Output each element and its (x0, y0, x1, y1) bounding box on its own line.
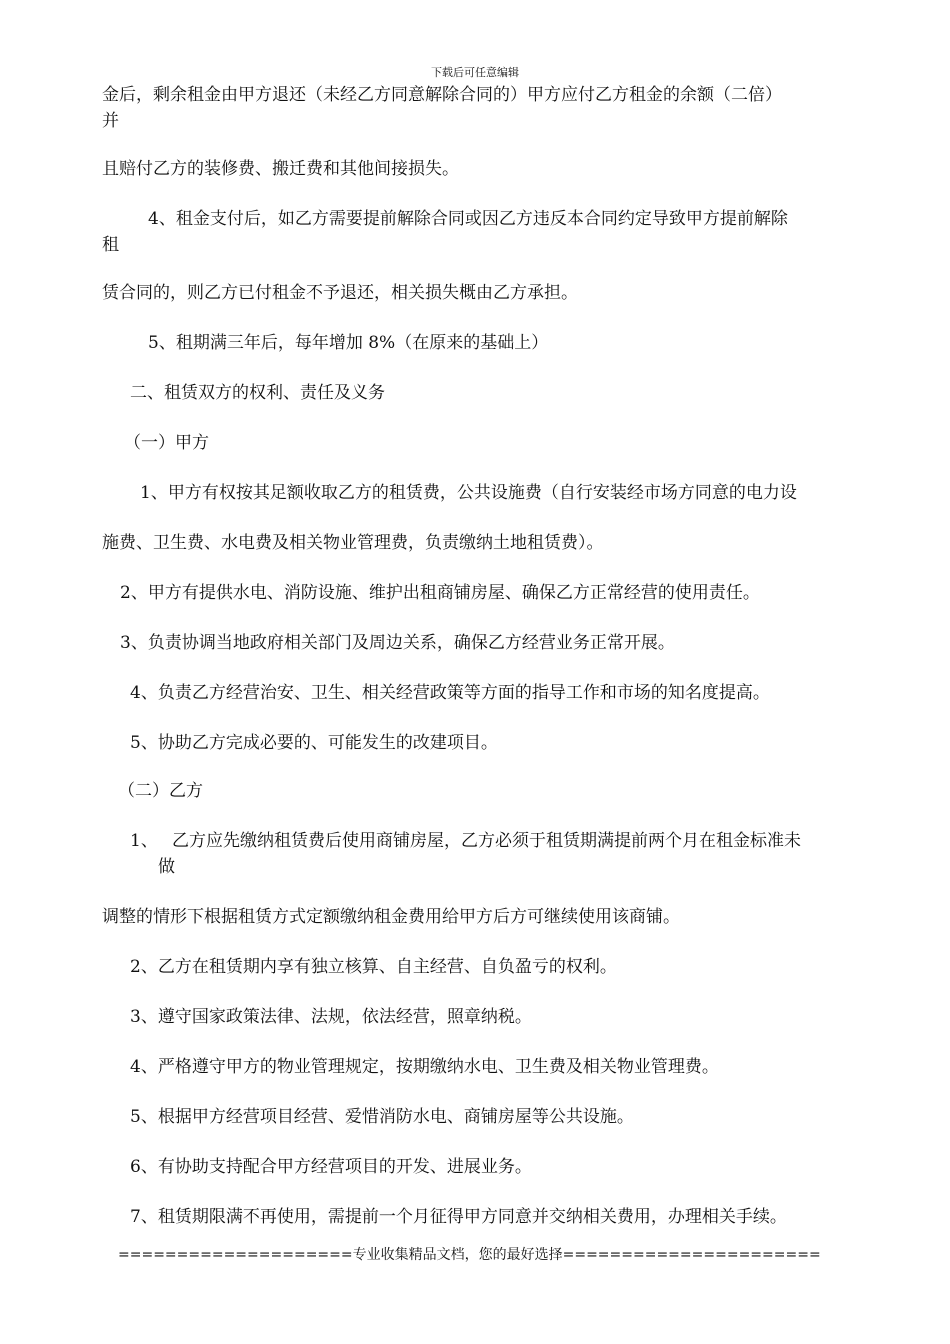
paragraph-line: 施费、卫生费、水电费及相关物业管理费，负责缴纳土地租赁费）。 (102, 533, 604, 553)
paragraph-line: 且赔付乙方的装修费、搬迁费和其他间接损失。 (102, 159, 459, 179)
paragraph-line: 做 (158, 857, 175, 877)
paragraph-line: 2、甲方有提供水电、消防设施、维护出租商铺房屋、确保乙方正常经营的使用责任。 (120, 583, 760, 603)
paragraph-line: 调整的情形下根据租赁方式定额缴纳租金费用给甲方后方可继续使用该商铺。 (102, 907, 680, 927)
paragraph-line: 4、严格遵守甲方的物业管理规定，按期缴纳水电、卫生费及相关物业管理费。 (130, 1057, 719, 1077)
section-heading: 二、租赁双方的权利、责任及义务 (130, 383, 385, 403)
paragraph-line: 5、租期满三年后，每年增加 8%（在原来的基础上） (148, 333, 549, 353)
paragraph-line: 乙方应先缴纳租赁费后使用商铺房屋，乙方必须于租赁期满提前两个月在租金标准未 (172, 831, 801, 851)
paragraph-line: 5、根据甲方经营项目经营、爱惜消防水电、商铺房屋等公共设施。 (130, 1107, 634, 1127)
paragraph-line: 3、负责协调当地政府相关部门及周边关系，确保乙方经营业务正常开展。 (120, 633, 675, 653)
page-footer-banner: ====================专业收集精品文档，您的最好选择====================== (118, 1247, 821, 1263)
paragraph-line: 7、租赁期限满不再使用，需提前一个月征得甲方同意并交纳相关费用，办理相关手续。 (130, 1207, 787, 1227)
paragraph-line: 2、乙方在租赁期内享有独立核算、自主经营、自负盈亏的权利。 (130, 957, 617, 977)
paragraph-line: 赁合同的，则乙方已付租金不予退还，相关损失概由乙方承担。 (102, 283, 578, 303)
paragraph-line: 4、负责乙方经营治安、卫生、相关经营政策等方面的指导工作和市场的知名度提高。 (130, 683, 770, 703)
paragraph-line: 租 (102, 235, 119, 255)
paragraph-line: 5、协助乙方完成必要的、可能发生的改建项目。 (130, 733, 498, 753)
list-number: 1、 (130, 831, 158, 851)
page-header-note: 下载后可任意编辑 (431, 66, 519, 79)
paragraph-line: 并 (102, 111, 119, 131)
paragraph-line: 1、甲方有权按其足额收取乙方的租赁费，公共设施费（自行安装经市场方同意的电力设 (140, 483, 797, 503)
paragraph-line: 6、有协助支持配合甲方经营项目的开发、进展业务。 (130, 1157, 532, 1177)
paragraph-line: 4、租金支付后，如乙方需要提前解除合同或因乙方违反本合同约定导致甲方提前解除 (148, 209, 788, 229)
subsection-heading: （一）甲方 (124, 433, 209, 453)
subsection-heading: （二）乙方 (118, 781, 203, 801)
paragraph-line: 金后，剩余租金由甲方退还（未经乙方同意解除合同的）甲方应付乙方租金的余额（二倍） (102, 85, 782, 105)
paragraph-line: 3、遵守国家政策法律、法规，依法经营，照章纳税。 (130, 1007, 532, 1027)
